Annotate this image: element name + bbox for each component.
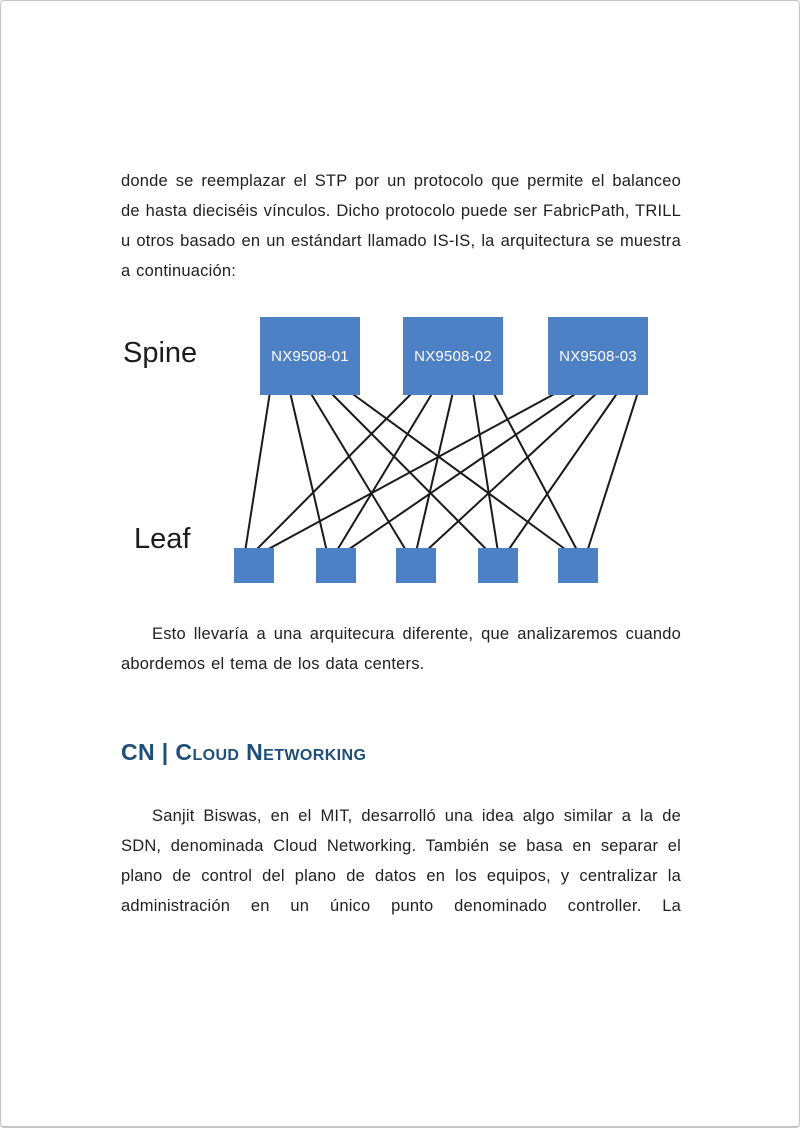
leaf-node-2 — [316, 548, 356, 583]
section-heading-cloud-networking: CN | Cloud Networking — [121, 739, 367, 765]
spine-node-2: NX9508-02 — [403, 317, 503, 395]
spine-label: Spine — [123, 337, 198, 369]
spine-node-3: NX9508-03 — [548, 317, 648, 395]
paragraph-stp-protocol: donde se reemplazar el STP por un protocolo que permite el balanceo de hasta dieciséis vínculos. Dicho protocolo puede ser FabricPath, TRILL u otros basado en un estándart llamado IS-IS, la arquitectura se muestra a continuación: — [121, 172, 681, 280]
paragraph-cloud-networking: Sanjit Biswas, en el MIT, desarrolló una idea algo similar a la de SDN, denominada Cloud Networking. También se basa en separar el plano de control del plano de datos en los equipos, y centralizar la administración en un único punto denominado controller. La — [121, 807, 681, 915]
spine-node-1: NX9508-01 — [260, 317, 360, 395]
paragraph-architecture-note: Esto llevaría a una arquitecura diferente, que analizaremos cuando abordemos el tema de los data centers. — [121, 625, 681, 673]
leaf-node-4 — [478, 548, 518, 583]
leaf-node-1 — [234, 548, 274, 583]
leaf-label: Leaf — [134, 523, 191, 555]
leaf-node-3 — [396, 548, 436, 583]
leaf-node-5 — [558, 548, 598, 583]
